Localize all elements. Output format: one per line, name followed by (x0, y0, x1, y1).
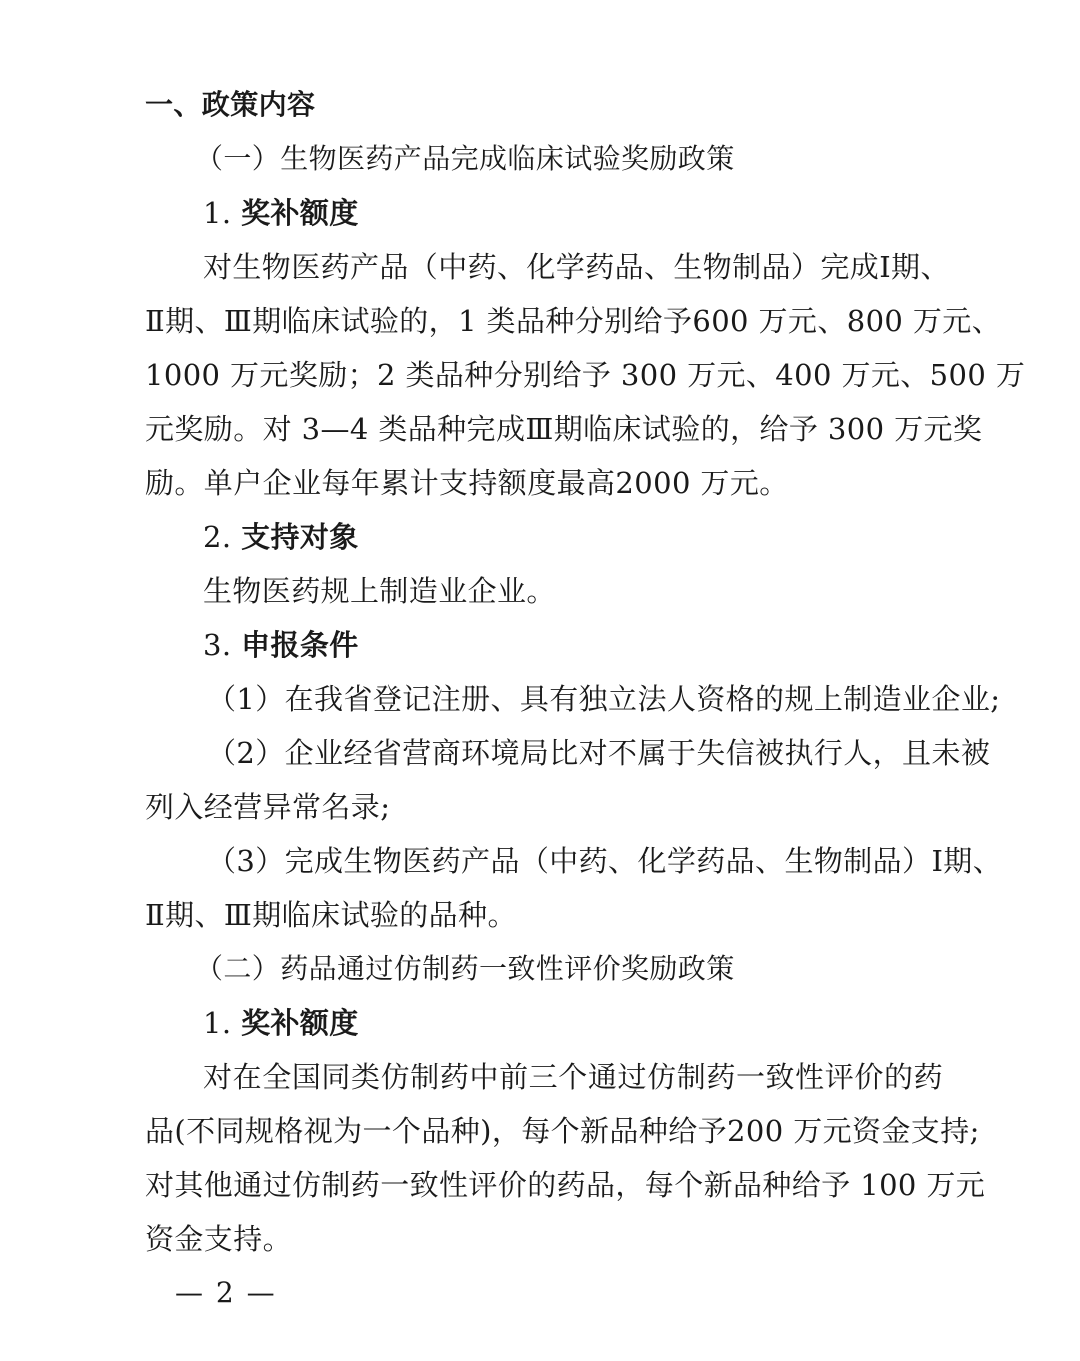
heading-amount-1 (145, 186, 943, 240)
paragraph-line: 品(不同规格视为一个品种)，每个新品种给予200 万元资金支持; (145, 1114, 980, 1148)
heading-text: 奖补额度 (241, 196, 359, 230)
heading-amount-2 (145, 996, 943, 1050)
paragraph-line: 对其他通过仿制药一致性评价的药品，每个新品种给予 100 万元 (145, 1168, 986, 1202)
page-number: — 2 — (175, 1276, 277, 1309)
paragraph-line: 生物医药规上制造业企业。 (203, 574, 556, 608)
paragraph-line: 1000 万元奖励；2 类品种分别给予 300 万元、400 万元、500 万 (145, 358, 1026, 392)
heading-number: 1. (203, 1006, 232, 1040)
heading-text: 奖补额度 (241, 1006, 359, 1040)
heading-number: 1. (203, 196, 232, 230)
paragraph-line: Ⅱ期、Ⅲ期临床试验的品种。 (145, 898, 517, 932)
condition-item-1: （1）在我省登记注册、具有独立法人资格的规上制造业企业; (207, 682, 1001, 716)
section-title: 一、政策内容 (145, 88, 316, 121)
heading-number: 3. (203, 628, 232, 662)
heading-number: 2. (203, 520, 232, 554)
paragraph-line: 励。单户企业每年累计支持额度最高2000 万元。 (145, 466, 789, 500)
heading-target (145, 510, 943, 564)
paragraph-line: 元奖励。对 3—4 类品种完成Ⅲ期临床试验的，给予 300 万元奖 (145, 412, 983, 446)
paragraph-line: 资金支持。 (145, 1222, 293, 1256)
heading-text: 申报条件 (241, 628, 359, 662)
heading-conditions (145, 618, 943, 672)
subsection-title-1: （一）生物医药产品完成临床试验奖励政策 (195, 142, 735, 175)
document-page (145, 78, 1026, 1266)
paragraph-line: 列入经营异常名录; (145, 790, 391, 824)
paragraph-line: Ⅱ期、Ⅲ期临床试验的，1 类品种分别给予600 万元、800 万元、 (145, 304, 1002, 338)
subsection-title-2: （二）药品通过仿制药一致性评价奖励政策 (195, 952, 735, 985)
condition-item-3: （3）完成生物医药产品（中药、化学药品、生物制品）Ⅰ期、 (207, 844, 1003, 878)
paragraph-line: 对生物医药产品（中药、化学药品、生物制品）完成Ⅰ期、 (203, 250, 950, 284)
paragraph-line: 对在全国同类仿制药中前三个通过仿制药一致性评价的药 (203, 1060, 943, 1094)
condition-item-2: （2）企业经省营商环境局比对不属于失信被执行人，且未被 (207, 736, 991, 770)
heading-text: 支持对象 (241, 520, 359, 554)
